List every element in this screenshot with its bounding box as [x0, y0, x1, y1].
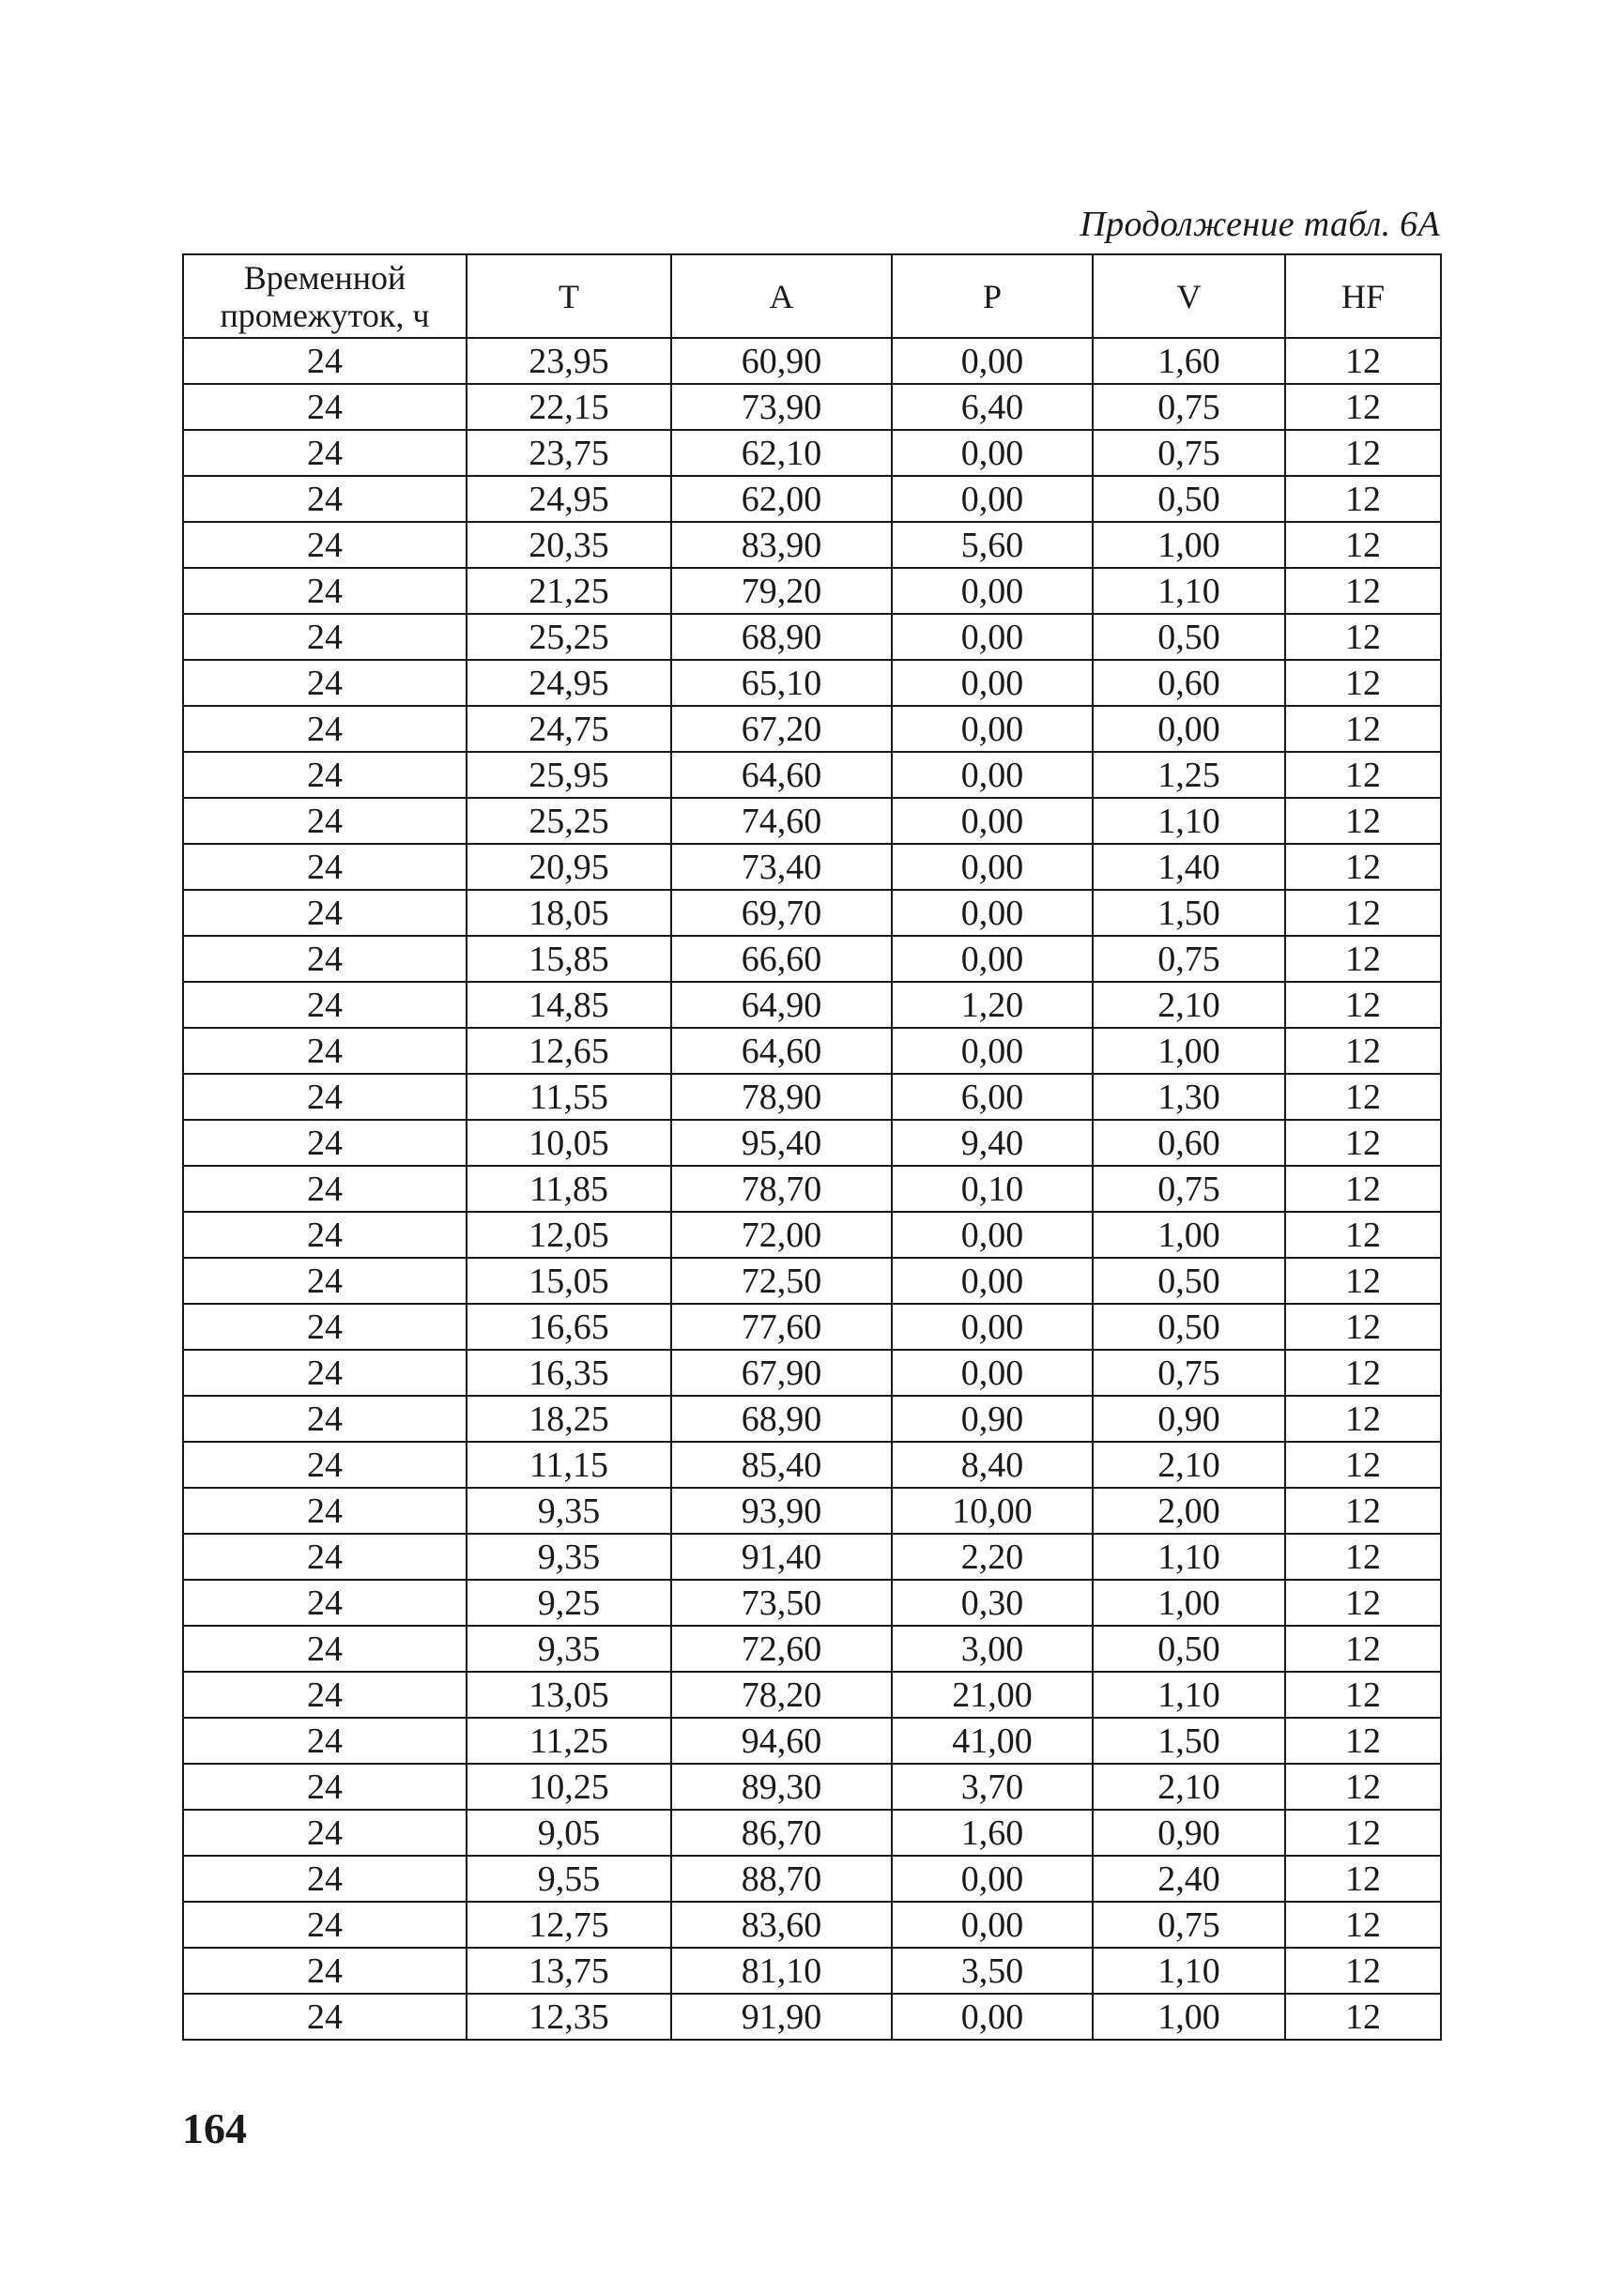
cell-p: 0,00 — [892, 660, 1093, 706]
cell-t: 11,55 — [467, 1074, 671, 1120]
cell-hf: 12 — [1285, 1074, 1441, 1120]
cell-p: 1,60 — [892, 1810, 1093, 1856]
cell-a: 67,20 — [671, 706, 892, 752]
cell-t: 25,25 — [467, 798, 671, 844]
cell-hf: 12 — [1285, 1488, 1441, 1534]
cell-a: 62,10 — [671, 430, 892, 476]
cell-hf: 12 — [1285, 430, 1441, 476]
cell-a: 78,20 — [671, 1672, 892, 1718]
cell-a: 72,00 — [671, 1212, 892, 1258]
table-row — [183, 384, 1441, 430]
table-row — [183, 338, 1441, 384]
cell-p: 3,50 — [892, 1948, 1093, 1994]
table-row — [183, 752, 1441, 798]
cell-t: 9,35 — [467, 1534, 671, 1580]
cell-time-interval: 24 — [183, 1488, 467, 1534]
cell-time-interval: 24 — [183, 1028, 467, 1074]
cell-a: 65,10 — [671, 660, 892, 706]
cell-v: 1,25 — [1093, 752, 1285, 798]
cell-t: 21,25 — [467, 568, 671, 614]
cell-a: 94,60 — [671, 1718, 892, 1764]
cell-p: 10,00 — [892, 1488, 1093, 1534]
table-row — [183, 1074, 1441, 1120]
cell-time-interval: 24 — [183, 1212, 467, 1258]
cell-a: 66,60 — [671, 936, 892, 982]
cell-v: 1,50 — [1093, 890, 1285, 936]
cell-time-interval: 24 — [183, 1856, 467, 1902]
cell-t: 9,25 — [467, 1580, 671, 1626]
cell-time-interval: 24 — [183, 1258, 467, 1304]
cell-t: 9,55 — [467, 1856, 671, 1902]
cell-t: 20,95 — [467, 844, 671, 890]
cell-v: 1,10 — [1093, 568, 1285, 614]
cell-p: 0,00 — [892, 798, 1093, 844]
cell-hf: 12 — [1285, 1856, 1441, 1902]
cell-time-interval: 24 — [183, 1948, 467, 1994]
cell-a: 73,50 — [671, 1580, 892, 1626]
cell-time-interval: 24 — [183, 660, 467, 706]
cell-v: 2,40 — [1093, 1856, 1285, 1902]
cell-a: 78,70 — [671, 1166, 892, 1212]
cell-p: 0,00 — [892, 844, 1093, 890]
cell-p: 0,00 — [892, 890, 1093, 936]
cell-p: 0,00 — [892, 338, 1093, 384]
table-row — [183, 1166, 1441, 1212]
cell-hf: 12 — [1285, 936, 1441, 982]
cell-v: 1,00 — [1093, 522, 1285, 568]
cell-time-interval: 24 — [183, 1304, 467, 1350]
cell-p: 3,70 — [892, 1764, 1093, 1810]
cell-t: 18,05 — [467, 890, 671, 936]
cell-v: 1,10 — [1093, 1672, 1285, 1718]
cell-t: 13,75 — [467, 1948, 671, 1994]
table-row — [183, 1028, 1441, 1074]
table-header-row — [183, 254, 1441, 338]
cell-a: 72,60 — [671, 1626, 892, 1672]
table-row — [183, 1856, 1441, 1902]
data-table — [182, 253, 1442, 2041]
cell-a: 68,90 — [671, 1396, 892, 1442]
cell-a: 69,70 — [671, 890, 892, 936]
cell-time-interval: 24 — [183, 890, 467, 936]
cell-a: 89,30 — [671, 1764, 892, 1810]
page-number: 164 — [182, 2104, 247, 2152]
cell-hf: 12 — [1285, 1396, 1441, 1442]
table-row — [183, 660, 1441, 706]
cell-hf: 12 — [1285, 1028, 1441, 1074]
cell-t: 24,75 — [467, 706, 671, 752]
cell-time-interval: 24 — [183, 844, 467, 890]
cell-p: 0,00 — [892, 752, 1093, 798]
table-row — [183, 1120, 1441, 1166]
table-row — [183, 614, 1441, 660]
cell-hf: 12 — [1285, 1166, 1441, 1212]
table-row — [183, 1442, 1441, 1488]
cell-time-interval: 24 — [183, 982, 467, 1028]
cell-v: 0,60 — [1093, 660, 1285, 706]
table-row — [183, 1258, 1441, 1304]
cell-v: 0,50 — [1093, 1626, 1285, 1672]
table-row — [183, 1764, 1441, 1810]
cell-p: 0,00 — [892, 614, 1093, 660]
cell-hf: 12 — [1285, 476, 1441, 522]
cell-time-interval: 24 — [183, 798, 467, 844]
cell-hf: 12 — [1285, 1212, 1441, 1258]
cell-hf: 12 — [1285, 1810, 1441, 1856]
header-hf: HF — [1285, 254, 1441, 338]
cell-v: 2,10 — [1093, 1442, 1285, 1488]
table-row — [183, 430, 1441, 476]
cell-p: 5,60 — [892, 522, 1093, 568]
cell-time-interval: 24 — [183, 1718, 467, 1764]
cell-a: 93,90 — [671, 1488, 892, 1534]
cell-a: 95,40 — [671, 1120, 892, 1166]
cell-a: 60,90 — [671, 338, 892, 384]
table-row — [183, 890, 1441, 936]
header-time-interval: Временной промежуток, ч — [183, 254, 467, 338]
cell-hf: 12 — [1285, 1718, 1441, 1764]
cell-v: 1,00 — [1093, 1994, 1285, 2040]
cell-t: 12,65 — [467, 1028, 671, 1074]
cell-p: 0,00 — [892, 1902, 1093, 1948]
cell-v: 1,10 — [1093, 1534, 1285, 1580]
cell-hf: 12 — [1285, 1626, 1441, 1672]
cell-v: 1,10 — [1093, 798, 1285, 844]
cell-time-interval: 24 — [183, 1810, 467, 1856]
cell-v: 2,10 — [1093, 982, 1285, 1028]
cell-p: 21,00 — [892, 1672, 1093, 1718]
cell-hf: 12 — [1285, 522, 1441, 568]
cell-hf: 12 — [1285, 1764, 1441, 1810]
header-v: V — [1093, 254, 1285, 338]
cell-a: 73,90 — [671, 384, 892, 430]
cell-hf: 12 — [1285, 1994, 1441, 2040]
cell-t: 11,85 — [467, 1166, 671, 1212]
cell-v: 0,50 — [1093, 1258, 1285, 1304]
cell-a: 88,70 — [671, 1856, 892, 1902]
cell-time-interval: 24 — [183, 1350, 467, 1396]
table-row — [183, 1304, 1441, 1350]
cell-time-interval: 24 — [183, 522, 467, 568]
cell-t: 11,15 — [467, 1442, 671, 1488]
cell-t: 25,25 — [467, 614, 671, 660]
cell-v: 1,10 — [1093, 1948, 1285, 1994]
cell-t: 13,05 — [467, 1672, 671, 1718]
cell-v: 0,75 — [1093, 1166, 1285, 1212]
cell-time-interval: 24 — [183, 1120, 467, 1166]
cell-a: 62,00 — [671, 476, 892, 522]
cell-p: 2,20 — [892, 1534, 1093, 1580]
table-caption: Продолжение табл. 6А — [1080, 205, 1440, 244]
cell-p: 0,00 — [892, 1304, 1093, 1350]
cell-time-interval: 24 — [183, 1672, 467, 1718]
cell-time-interval: 24 — [183, 1764, 467, 1810]
table-row — [183, 1672, 1441, 1718]
cell-p: 0,00 — [892, 476, 1093, 522]
cell-t: 9,05 — [467, 1810, 671, 1856]
cell-p: 0,00 — [892, 1856, 1093, 1902]
cell-hf: 12 — [1285, 660, 1441, 706]
table-row — [183, 798, 1441, 844]
cell-t: 18,25 — [467, 1396, 671, 1442]
cell-v: 1,60 — [1093, 338, 1285, 384]
cell-t: 23,75 — [467, 430, 671, 476]
cell-p: 0,00 — [892, 1212, 1093, 1258]
cell-p: 0,00 — [892, 1994, 1093, 2040]
cell-time-interval: 24 — [183, 1534, 467, 1580]
cell-hf: 12 — [1285, 1902, 1441, 1948]
cell-v: 1,00 — [1093, 1028, 1285, 1074]
cell-hf: 12 — [1285, 982, 1441, 1028]
table-row — [183, 1580, 1441, 1626]
cell-t: 10,05 — [467, 1120, 671, 1166]
cell-v: 0,00 — [1093, 706, 1285, 752]
cell-p: 1,20 — [892, 982, 1093, 1028]
table-row — [183, 522, 1441, 568]
cell-time-interval: 24 — [183, 384, 467, 430]
cell-v: 0,75 — [1093, 384, 1285, 430]
table-row — [183, 936, 1441, 982]
cell-p: 9,40 — [892, 1120, 1093, 1166]
cell-p: 0,00 — [892, 706, 1093, 752]
cell-time-interval: 24 — [183, 1166, 467, 1212]
cell-v: 1,50 — [1093, 1718, 1285, 1764]
cell-time-interval: 24 — [183, 752, 467, 798]
cell-p: 0,00 — [892, 1028, 1093, 1074]
cell-v: 0,50 — [1093, 614, 1285, 660]
table-row — [183, 844, 1441, 890]
cell-a: 64,60 — [671, 752, 892, 798]
cell-t: 25,95 — [467, 752, 671, 798]
cell-v: 2,10 — [1093, 1764, 1285, 1810]
cell-v: 0,50 — [1093, 476, 1285, 522]
cell-v: 0,75 — [1093, 430, 1285, 476]
cell-p: 8,40 — [892, 1442, 1093, 1488]
cell-hf: 12 — [1285, 1534, 1441, 1580]
cell-t: 14,85 — [467, 982, 671, 1028]
cell-v: 1,30 — [1093, 1074, 1285, 1120]
cell-hf: 12 — [1285, 568, 1441, 614]
table-row — [183, 476, 1441, 522]
cell-hf: 12 — [1285, 1948, 1441, 1994]
cell-v: 1,00 — [1093, 1212, 1285, 1258]
cell-a: 86,70 — [671, 1810, 892, 1856]
cell-t: 12,05 — [467, 1212, 671, 1258]
cell-hf: 12 — [1285, 1672, 1441, 1718]
cell-a: 64,90 — [671, 982, 892, 1028]
cell-t: 16,35 — [467, 1350, 671, 1396]
table-row — [183, 1902, 1441, 1948]
cell-t: 22,15 — [467, 384, 671, 430]
cell-p: 0,00 — [892, 1258, 1093, 1304]
cell-v: 0,90 — [1093, 1810, 1285, 1856]
cell-a: 79,20 — [671, 568, 892, 614]
cell-hf: 12 — [1285, 1120, 1441, 1166]
table-row — [183, 1626, 1441, 1672]
table-row — [183, 1488, 1441, 1534]
cell-a: 83,60 — [671, 1902, 892, 1948]
cell-p: 6,00 — [892, 1074, 1093, 1120]
cell-time-interval: 24 — [183, 936, 467, 982]
table-body — [183, 338, 1441, 2040]
cell-time-interval: 24 — [183, 1580, 467, 1626]
cell-v: 0,50 — [1093, 1304, 1285, 1350]
cell-time-interval: 24 — [183, 1396, 467, 1442]
cell-hf: 12 — [1285, 890, 1441, 936]
cell-hf: 12 — [1285, 338, 1441, 384]
cell-t: 15,05 — [467, 1258, 671, 1304]
cell-time-interval: 24 — [183, 706, 467, 752]
cell-t: 24,95 — [467, 476, 671, 522]
cell-t: 15,85 — [467, 936, 671, 982]
cell-hf: 12 — [1285, 706, 1441, 752]
cell-time-interval: 24 — [183, 1902, 467, 1948]
cell-a: 85,40 — [671, 1442, 892, 1488]
table-row — [183, 568, 1441, 614]
cell-v: 0,90 — [1093, 1396, 1285, 1442]
table-row — [183, 1718, 1441, 1764]
cell-p: 0,00 — [892, 430, 1093, 476]
cell-p: 3,00 — [892, 1626, 1093, 1672]
cell-a: 73,40 — [671, 844, 892, 890]
cell-t: 16,65 — [467, 1304, 671, 1350]
cell-hf: 12 — [1285, 844, 1441, 890]
cell-p: 6,40 — [892, 384, 1093, 430]
cell-hf: 12 — [1285, 1304, 1441, 1350]
cell-t: 24,95 — [467, 660, 671, 706]
cell-p: 0,90 — [892, 1396, 1093, 1442]
cell-a: 68,90 — [671, 614, 892, 660]
cell-v: 2,00 — [1093, 1488, 1285, 1534]
cell-time-interval: 24 — [183, 1626, 467, 1672]
cell-a: 77,60 — [671, 1304, 892, 1350]
cell-time-interval: 24 — [183, 1074, 467, 1120]
cell-a: 67,90 — [671, 1350, 892, 1396]
cell-a: 72,50 — [671, 1258, 892, 1304]
cell-t: 11,25 — [467, 1718, 671, 1764]
cell-v: 0,60 — [1093, 1120, 1285, 1166]
cell-time-interval: 24 — [183, 614, 467, 660]
cell-time-interval: 24 — [183, 338, 467, 384]
cell-a: 91,40 — [671, 1534, 892, 1580]
table-row — [183, 1810, 1441, 1856]
cell-v: 1,40 — [1093, 844, 1285, 890]
cell-v: 1,00 — [1093, 1580, 1285, 1626]
cell-t: 10,25 — [467, 1764, 671, 1810]
table-row — [183, 1396, 1441, 1442]
cell-v: 0,75 — [1093, 1902, 1285, 1948]
cell-a: 64,60 — [671, 1028, 892, 1074]
cell-a: 81,10 — [671, 1948, 892, 1994]
table-row — [183, 1948, 1441, 1994]
cell-time-interval: 24 — [183, 1442, 467, 1488]
table-row — [183, 706, 1441, 752]
cell-hf: 12 — [1285, 384, 1441, 430]
header-a: A — [671, 254, 892, 338]
cell-v: 0,75 — [1093, 1350, 1285, 1396]
cell-time-interval: 24 — [183, 568, 467, 614]
cell-p: 0,00 — [892, 568, 1093, 614]
cell-a: 78,90 — [671, 1074, 892, 1120]
cell-hf: 12 — [1285, 1442, 1441, 1488]
cell-t: 9,35 — [467, 1626, 671, 1672]
cell-p: 41,00 — [892, 1718, 1093, 1764]
cell-a: 74,60 — [671, 798, 892, 844]
header-p: P — [892, 254, 1093, 338]
cell-t: 9,35 — [467, 1488, 671, 1534]
cell-v: 0,75 — [1093, 936, 1285, 982]
cell-time-interval: 24 — [183, 1994, 467, 2040]
cell-a: 91,90 — [671, 1994, 892, 2040]
cell-p: 0,00 — [892, 1350, 1093, 1396]
cell-p: 0,00 — [892, 936, 1093, 982]
table-row — [183, 1534, 1441, 1580]
cell-time-interval: 24 — [183, 476, 467, 522]
table-row — [183, 1994, 1441, 2040]
cell-hf: 12 — [1285, 1258, 1441, 1304]
cell-hf: 12 — [1285, 614, 1441, 660]
cell-a: 83,90 — [671, 522, 892, 568]
cell-p: 0,10 — [892, 1166, 1093, 1212]
cell-t: 12,35 — [467, 1994, 671, 2040]
cell-hf: 12 — [1285, 798, 1441, 844]
cell-t: 20,35 — [467, 522, 671, 568]
cell-t: 23,95 — [467, 338, 671, 384]
cell-t: 12,75 — [467, 1902, 671, 1948]
cell-hf: 12 — [1285, 1350, 1441, 1396]
table-row — [183, 1212, 1441, 1258]
table-row — [183, 1350, 1441, 1396]
header-t: T — [467, 254, 671, 338]
cell-p: 0,30 — [892, 1580, 1093, 1626]
cell-time-interval: 24 — [183, 430, 467, 476]
cell-hf: 12 — [1285, 752, 1441, 798]
table-row — [183, 982, 1441, 1028]
cell-hf: 12 — [1285, 1580, 1441, 1626]
